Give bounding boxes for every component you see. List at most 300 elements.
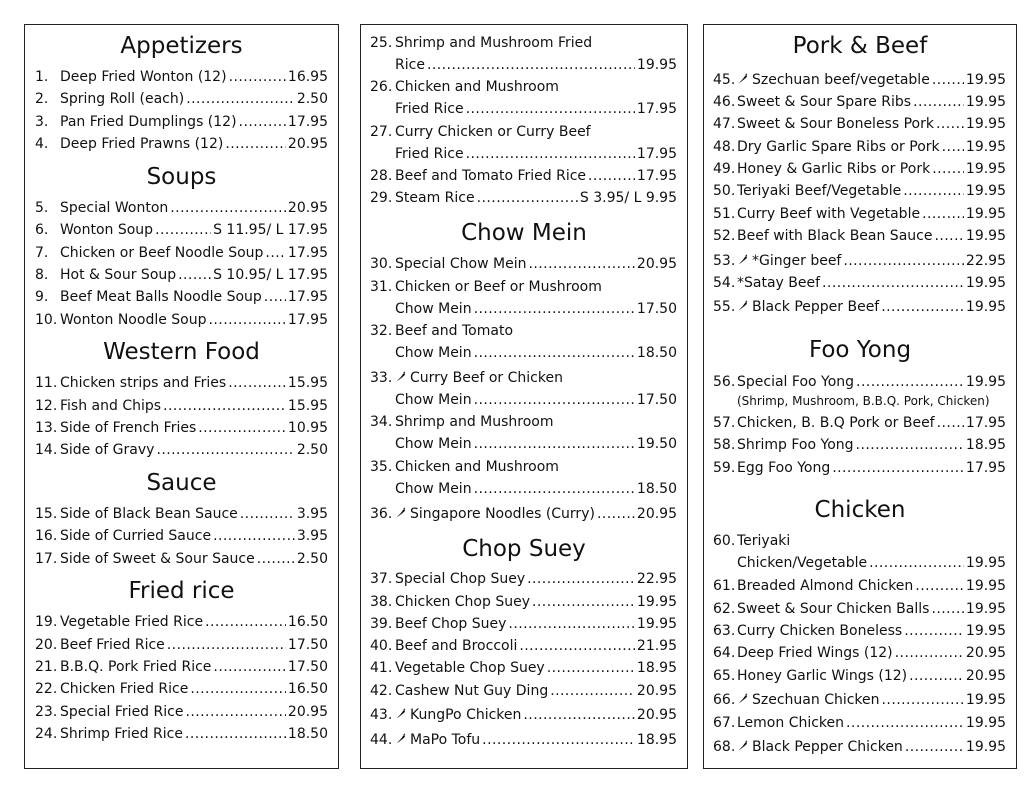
menu-item-continuation — [395, 147, 677, 163]
menu-item-continuation — [395, 102, 677, 118]
menu-item — [35, 246, 328, 262]
dot-leader — [937, 416, 964, 430]
section-title: Appetizers — [120, 33, 243, 59]
item-name: Side of Black Bean Sauce — [60, 506, 238, 522]
item-price: 17.50 — [287, 659, 328, 675]
item-number: 52. — [713, 228, 736, 244]
item-price: 19.95 — [965, 94, 1006, 110]
item-price: 18.95 — [965, 437, 1006, 453]
menu-item — [713, 229, 1006, 245]
menu-item — [713, 579, 1006, 595]
item-name: Beef and Broccoli — [395, 638, 518, 654]
dot-leader — [528, 257, 634, 271]
item-name: Honey Garlic Wings (12) — [737, 668, 908, 684]
item-number: 63. — [713, 623, 736, 639]
item-price: 19.95 — [965, 183, 1006, 199]
item-name-line2: Rice — [395, 57, 425, 73]
menu-item-continuation — [395, 482, 677, 498]
dot-leader — [229, 70, 286, 84]
item-number: 41. — [370, 660, 393, 676]
menu-item-continuation — [395, 393, 677, 409]
item-name: Szechuan Chicken — [752, 692, 880, 708]
item-number: 33. — [370, 370, 393, 386]
menu-item — [370, 708, 677, 724]
item-number: 39. — [370, 616, 393, 632]
item-name: Dry Garlic Spare Ribs or Pork — [737, 139, 940, 155]
item-name: Side of Gravy — [60, 442, 155, 458]
item-name: Special Wonton — [60, 200, 169, 216]
item-number: 40. — [370, 638, 393, 654]
menu-item — [35, 552, 328, 568]
dot-leader — [882, 693, 964, 707]
item-price: 17.95 — [965, 415, 1006, 431]
item-name: KungPo Chicken — [410, 707, 522, 723]
item-price: 19.95 — [965, 72, 1006, 88]
spicy-pepper-icon — [395, 507, 406, 518]
menu-column-3 — [703, 24, 1017, 769]
item-name-line2: Chow Mein — [395, 392, 472, 408]
dot-leader — [265, 246, 285, 260]
dot-leader — [527, 572, 635, 586]
item-number: 60. — [713, 533, 736, 549]
item-number: 8. — [35, 267, 49, 283]
item-name: Black Pepper Chicken — [752, 739, 903, 755]
item-name: Curry Beef with Vegetable — [737, 206, 921, 222]
item-number: 25. — [370, 35, 393, 51]
section-title: Sauce — [146, 470, 217, 496]
item-number: 35. — [370, 459, 393, 475]
menu-item — [713, 162, 1006, 178]
item-number: 23. — [35, 704, 58, 720]
item-name: Teriyaki — [737, 533, 791, 549]
item-name: Pan Fried Dumplings (12) — [60, 114, 237, 130]
item-price: 20.95 — [636, 256, 677, 272]
spicy-pepper-icon — [737, 254, 748, 265]
item-price: 18.50 — [287, 726, 328, 742]
item-price: 19.95 — [965, 623, 1006, 639]
menu-item — [713, 276, 1006, 292]
item-name: Teriyaki Beef/Vegetable — [737, 183, 902, 199]
section-title: Chicken — [814, 497, 906, 523]
item-name: Sweet & Sour Chicken Balls — [737, 601, 930, 617]
menu-item — [35, 727, 328, 743]
item-number: 24. — [35, 726, 58, 742]
item-number: 44. — [370, 732, 393, 748]
item-name-line2: Chow Mein — [395, 481, 472, 497]
item-price: 20.95 — [965, 668, 1006, 684]
dot-leader — [597, 507, 635, 521]
item-price: 17.95 — [965, 460, 1006, 476]
dot-leader — [163, 399, 286, 413]
dot-leader — [895, 646, 964, 660]
item-name: Wonton Soup — [60, 222, 154, 238]
menu-item — [35, 660, 328, 676]
menu-item — [713, 740, 1006, 756]
dot-leader — [550, 684, 635, 698]
menu-item — [370, 371, 677, 387]
item-name: Side of French Fries — [60, 420, 197, 436]
section-title: Chop Suey — [462, 536, 586, 562]
dot-leader — [905, 740, 964, 754]
item-name: MaPo Tofu — [410, 732, 481, 748]
item-price: 17.95 — [636, 101, 677, 117]
menu-item — [370, 617, 677, 633]
item-name: Hot & Sour Soup — [60, 267, 177, 283]
item-price: 19.95 — [965, 739, 1006, 755]
dot-leader — [519, 639, 635, 653]
spicy-pepper-icon — [395, 708, 406, 719]
item-price: 19.95 — [965, 139, 1006, 155]
item-price: 3.95 — [296, 528, 328, 544]
item-price: S 10.95/ L 17.95 — [213, 267, 328, 283]
dot-leader — [264, 290, 286, 304]
item-number: 28. — [370, 168, 393, 184]
item-number: 46. — [713, 94, 736, 110]
dot-leader — [186, 92, 295, 106]
dot-leader — [913, 95, 964, 109]
item-name: Vegetable Chop Suey — [395, 660, 545, 676]
item-price: S 11.95/ L 17.95 — [213, 222, 328, 238]
menu-item — [35, 223, 328, 239]
item-name: Honey & Garlic Ribs or Pork — [737, 161, 931, 177]
item-price: 17.50 — [636, 301, 677, 317]
menu-item — [713, 624, 1006, 640]
item-number: 54. — [713, 275, 736, 291]
menu-item — [713, 602, 1006, 618]
item-price: 22.95 — [636, 571, 677, 587]
menu-item — [370, 572, 677, 588]
item-name: Side of Sweet & Sour Sauce — [60, 551, 255, 567]
spicy-pepper-icon — [737, 740, 748, 751]
item-price: 20.95 — [287, 136, 328, 152]
item-name: Special Chow Mein — [395, 256, 527, 272]
dot-leader — [903, 184, 964, 198]
item-number: 3. — [35, 114, 49, 130]
section-title: Chow Mein — [461, 220, 587, 246]
menu-item — [370, 639, 677, 655]
dot-leader — [532, 595, 635, 609]
menu-item — [370, 684, 677, 700]
item-price: 18.95 — [636, 660, 677, 676]
item-name: Beef and Tomato — [395, 323, 514, 339]
spicy-pepper-icon — [737, 73, 748, 84]
item-name-line2: Chow Mein — [395, 436, 472, 452]
item-name-line2: Chow Mein — [395, 345, 472, 361]
menu-item — [370, 191, 677, 207]
item-name: Sweet & Sour Spare Ribs — [737, 94, 912, 110]
dot-leader — [846, 716, 964, 730]
dot-leader — [931, 602, 963, 616]
menu-item — [713, 375, 1006, 391]
item-name: Side of Curried Sauce — [60, 528, 212, 544]
item-price: 20.95 — [965, 645, 1006, 661]
dot-leader — [240, 507, 295, 521]
item-name: Curry Chicken Boneless — [737, 623, 903, 639]
menu-item — [35, 399, 328, 415]
item-price: 19.95 — [965, 374, 1006, 390]
item-number: 21. — [35, 659, 58, 675]
menu-item — [713, 438, 1006, 454]
item-name: Wonton Noodle Soup — [60, 312, 207, 328]
item-price: 19.95 — [965, 228, 1006, 244]
item-number: 30. — [370, 256, 393, 272]
dot-leader — [167, 638, 286, 652]
dot-leader — [508, 617, 634, 631]
dot-leader — [904, 624, 964, 638]
menu-item — [35, 682, 328, 698]
item-note: (Shrimp, Mushroom, B.B.Q. Pork, Chicken) — [737, 394, 990, 408]
menu-item — [713, 254, 1006, 270]
item-number: 51. — [713, 206, 736, 222]
dot-leader — [936, 117, 964, 131]
item-name: Beef and Tomato Fried Rice — [395, 168, 587, 184]
item-name: Beef with Black Bean Sauce — [737, 228, 933, 244]
menu-item — [713, 207, 1006, 223]
item-name: Curry Chicken or Curry Beef — [395, 124, 591, 140]
dot-leader — [942, 140, 964, 154]
item-price: 19.95 — [965, 161, 1006, 177]
dot-leader — [466, 102, 635, 116]
item-number: 2. — [35, 91, 49, 107]
item-number: 42. — [370, 683, 393, 699]
dot-leader — [915, 579, 964, 593]
item-number: 14. — [35, 442, 58, 458]
item-number: 9. — [35, 289, 49, 305]
item-number: 61. — [713, 578, 736, 594]
item-price: 17.95 — [287, 289, 328, 305]
menu-item-continuation — [395, 58, 677, 74]
item-name: Deep Fried Wonton (12) — [60, 69, 227, 85]
dot-leader — [547, 661, 635, 675]
item-number: 62. — [713, 601, 736, 617]
menu-item — [35, 115, 328, 131]
menu-item — [370, 415, 677, 431]
section-title: Pork & Beef — [792, 33, 928, 59]
item-price: 19.95 — [965, 692, 1006, 708]
dot-leader — [178, 268, 211, 282]
dot-leader — [474, 393, 635, 407]
item-price: 17.50 — [287, 637, 328, 653]
dot-leader — [225, 137, 286, 151]
item-number: 11. — [35, 375, 58, 391]
menu-item — [370, 280, 677, 296]
dot-leader — [523, 708, 635, 722]
menu-item — [370, 125, 677, 141]
item-name: Beef Fried Rice — [60, 637, 165, 653]
dot-leader — [832, 461, 964, 475]
dot-leader — [856, 438, 964, 452]
spicy-pepper-icon — [737, 300, 748, 311]
item-price: 17.95 — [287, 245, 328, 261]
item-name: Chicken, B. B.Q Pork or Beef — [737, 415, 935, 431]
item-name: Chicken Fried Rice — [60, 681, 189, 697]
item-price: 19.95 — [965, 299, 1006, 315]
item-price: 22.95 — [965, 253, 1006, 269]
dot-leader — [474, 437, 635, 451]
item-name-line2: Chicken/Vegetable — [737, 555, 868, 571]
spicy-pepper-icon — [395, 733, 406, 744]
item-number: 10. — [35, 312, 58, 328]
item-number: 19. — [35, 614, 58, 630]
dot-leader — [922, 207, 964, 221]
menu-item-continuation — [737, 556, 1006, 572]
dot-leader — [213, 660, 285, 674]
item-number: 45. — [713, 72, 736, 88]
item-price: 10.95 — [287, 420, 328, 436]
item-price: 20.95 — [636, 683, 677, 699]
menu-item — [370, 595, 677, 611]
item-name: Steam Rice — [395, 190, 475, 206]
item-price: 19.95 — [965, 116, 1006, 132]
item-number: 5. — [35, 200, 49, 216]
dot-leader — [477, 191, 578, 205]
item-number: 13. — [35, 420, 58, 436]
section-title: Fried rice — [128, 578, 235, 604]
dot-leader — [474, 346, 635, 360]
menu-item — [35, 638, 328, 654]
item-price: 18.50 — [636, 481, 677, 497]
dot-leader — [185, 705, 285, 719]
menu-column-2 — [360, 24, 688, 769]
menu-item — [370, 507, 677, 523]
item-price: 17.95 — [287, 114, 328, 130]
item-price: 19.95 — [965, 601, 1006, 617]
item-name: Special Chop Suey — [395, 571, 526, 587]
item-price: 19.95 — [965, 578, 1006, 594]
menu-item — [35, 268, 328, 284]
item-price: 17.95 — [636, 168, 677, 184]
item-name: Shrimp and Mushroom — [395, 414, 554, 430]
menu-item — [713, 646, 1006, 662]
item-name: Singapore Noodles (Curry) — [410, 506, 595, 522]
item-name: Szechuan beef/vegetable — [752, 72, 930, 88]
item-number: 66. — [713, 692, 736, 708]
item-price: 2.50 — [296, 551, 328, 567]
item-price: 15.95 — [287, 375, 328, 391]
menu-item-continuation — [395, 302, 677, 318]
dot-leader — [209, 313, 286, 327]
item-number: 15. — [35, 506, 58, 522]
item-name: Shrimp Foo Yong — [737, 437, 854, 453]
menu-item — [713, 95, 1006, 111]
item-number: 68. — [713, 739, 736, 755]
item-number: 55. — [713, 299, 736, 315]
item-price: 18.50 — [636, 345, 677, 361]
item-number: 12. — [35, 398, 58, 414]
item-price: 21.95 — [636, 638, 677, 654]
menu-item — [713, 461, 1006, 477]
item-price: 20.95 — [636, 506, 677, 522]
item-price: 3.95 — [296, 506, 328, 522]
item-name: Egg Foo Yong — [737, 460, 831, 476]
item-number: 31. — [370, 279, 393, 295]
menu-item — [35, 92, 328, 108]
item-name: Lemon Chicken — [737, 715, 845, 731]
menu-item — [713, 534, 1006, 550]
menu-item-continuation — [395, 346, 677, 362]
menu-item — [370, 460, 677, 476]
menu-item — [370, 733, 677, 749]
menu-item — [35, 313, 328, 329]
item-number: 64. — [713, 645, 736, 661]
item-number: 36. — [370, 506, 393, 522]
dot-leader — [156, 443, 294, 457]
dot-leader — [588, 169, 635, 183]
item-number: 32. — [370, 323, 393, 339]
item-name: Special Foo Yong — [737, 374, 855, 390]
item-name: Beef Meat Balls Noodle Soup — [60, 289, 262, 305]
item-price: 19.95 — [965, 275, 1006, 291]
dot-leader — [934, 229, 963, 243]
menu-item — [35, 421, 328, 437]
menu-item — [35, 290, 328, 306]
item-name-line2: Chow Mein — [395, 301, 472, 317]
item-price: 19.95 — [636, 616, 677, 632]
item-number: 16. — [35, 528, 58, 544]
section-title: Soups — [146, 164, 217, 190]
dot-leader — [881, 300, 964, 314]
item-name: *Satay Beef — [737, 275, 821, 291]
menu-item — [35, 70, 328, 86]
item-number: 47. — [713, 116, 736, 132]
dot-leader — [482, 733, 635, 747]
item-name: Vegetable Fried Rice — [60, 614, 204, 630]
item-price: 20.95 — [287, 704, 328, 720]
dot-leader — [909, 669, 964, 683]
item-name: Cashew Nut Guy Ding — [395, 683, 549, 699]
item-number: 67. — [713, 715, 736, 731]
menu-item — [713, 73, 1006, 89]
item-price: 16.95 — [287, 69, 328, 85]
menu-item — [713, 300, 1006, 316]
item-price: S 3.95/ L 9.95 — [579, 190, 677, 206]
menu-item — [713, 140, 1006, 156]
dot-leader — [155, 223, 211, 237]
item-number: 4. — [35, 136, 49, 152]
item-price: 20.95 — [636, 707, 677, 723]
dot-leader — [474, 482, 635, 496]
dot-leader — [869, 556, 964, 570]
menu-item — [713, 669, 1006, 685]
item-price: 19.50 — [636, 436, 677, 452]
item-name: Shrimp Fried Rice — [60, 726, 183, 742]
item-name: Breaded Almond Chicken — [737, 578, 914, 594]
item-number: 17. — [35, 551, 58, 567]
dot-leader — [170, 201, 286, 215]
section-title: Foo Yong — [808, 337, 912, 363]
item-name: Beef Chop Suey — [395, 616, 507, 632]
item-name: Curry Beef or Chicken — [410, 370, 563, 386]
menu-item — [713, 117, 1006, 133]
dot-leader — [190, 682, 286, 696]
item-name: Deep Fried Wings (12) — [737, 645, 893, 661]
dot-leader — [198, 421, 286, 435]
item-number: 43. — [370, 707, 393, 723]
item-name: Chicken and Mushroom — [395, 459, 559, 475]
dot-leader — [843, 254, 964, 268]
item-number: 58. — [713, 437, 736, 453]
menu-item — [370, 324, 677, 340]
dot-leader — [932, 73, 964, 87]
item-name: Chicken strips and Fries — [60, 375, 227, 391]
item-name-line2: Fried Rice — [395, 146, 464, 162]
item-number: 50. — [713, 183, 736, 199]
item-name: *Ginger beef — [752, 253, 842, 269]
menu-item — [35, 529, 328, 545]
item-price: 15.95 — [287, 398, 328, 414]
item-number: 65. — [713, 668, 736, 684]
menu-item — [35, 615, 328, 631]
